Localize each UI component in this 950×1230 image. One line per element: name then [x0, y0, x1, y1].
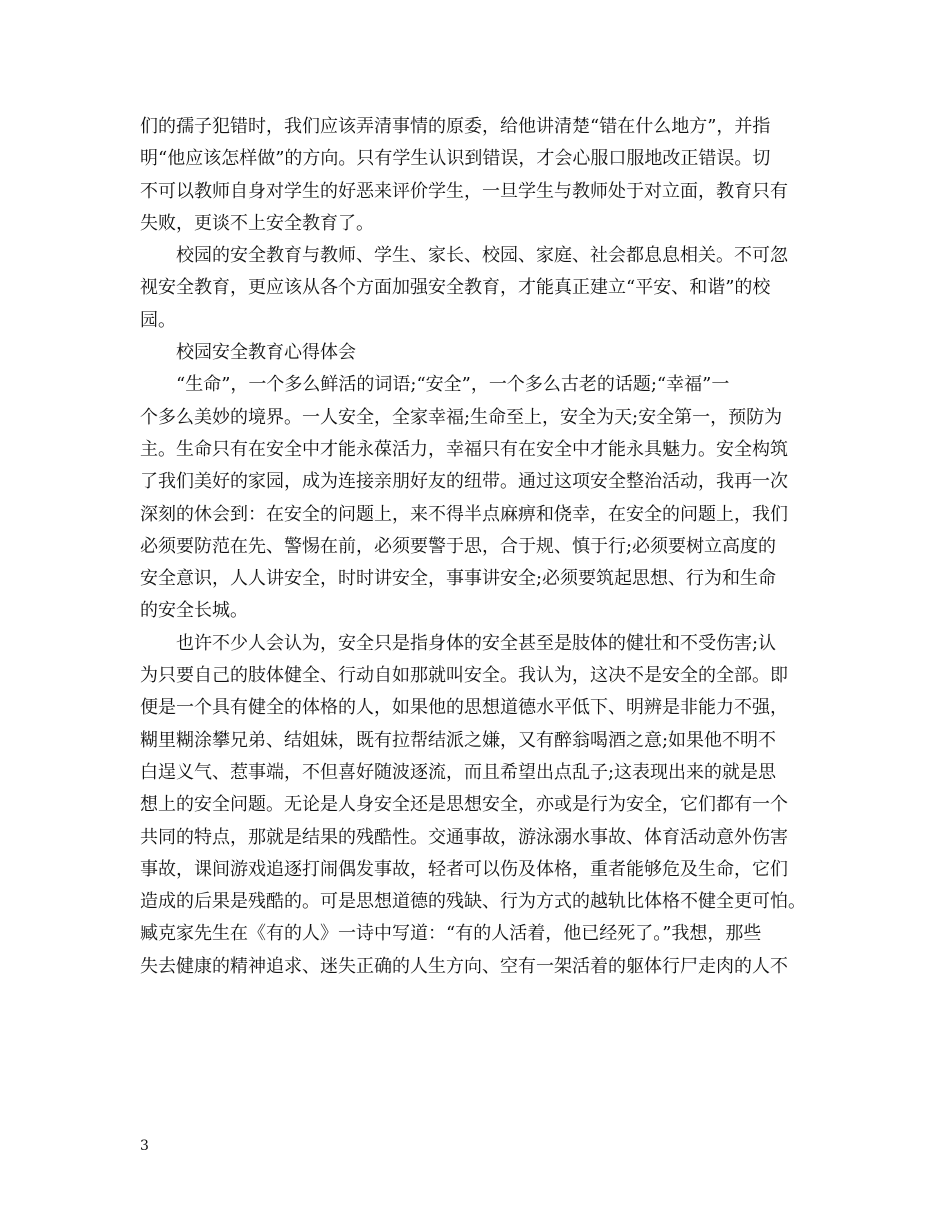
page-number: 3 [140, 1138, 149, 1154]
text-line: 个多么美妙的境界。一人安全，全家幸福;生命至上，安全为天;安全第一，预防为 [140, 406, 783, 428]
text-line: 想上的安全问题。无论是人身安全还是思想安全，亦或是行为安全，它们都有一个 [140, 794, 788, 816]
text-line: 园。 [140, 309, 176, 331]
text-line: 事故，课间游戏追逐打闹偶发事故，轻者可以伤及体格，重者能够危及生命，它们 [140, 858, 788, 880]
text-line: 失去健康的精神追求、迷失正确的人生方向、空有一架活着的躯体行尸走肉的人不 [140, 955, 788, 977]
text-line: 糊里糊涂攀兄弟、结姐妹，既有拉帮结派之嫌，又有醉翁喝酒之意;如果他不明不 [140, 729, 777, 751]
text-line: 白逞义气、惹事端，不但喜好随波逐流，而且希望出点乱子;这表现出来的就是思 [140, 761, 777, 783]
text-line: 深刻的休会到：在安全的问题上，来不得半点麻痹和侥幸，在安全的问题上，我们 [140, 503, 788, 525]
text-line: 校园的安全教育与教师、学生、家长、校园、家庭、社会都息息相关。不可忽 [176, 245, 788, 267]
text-line: “生命”，一个多么鲜活的词语;“安全”，一个多么古老的话题;“幸福”一 [176, 374, 730, 396]
text-line: 安全意识，人人讲安全，时时讲安全，事事讲安全;必须要筑起思想、行为和生命 [140, 568, 777, 590]
text-line: 了我们美好的家园，成为连接亲朋好友的纽带。通过这项安全整治活动，我再一次 [140, 471, 788, 493]
text-line: 必须要防范在先、警惕在前，必须要警于思，合于规、慎于行;必须要树立高度的 [140, 535, 777, 557]
text-line: 臧克家先生在《有的人》一诗中写道：“有的人活着，他已经死了。”我想，那些 [140, 923, 762, 945]
text-line: 共同的特点，那就是结果的残酷性。交通事故，游泳溺水事故、体育活动意外伤害 [140, 826, 788, 848]
text-line: 也许不少人会认为，安全只是指身体的安全甚至是肢体的健壮和不受伤害;认 [176, 632, 777, 654]
text-line: 主。生命只有在安全中才能永葆活力，幸福只有在安全中才能永具魅力。安全构筑 [140, 438, 788, 460]
text-line: 不可以教师自身对学生的好恶来评价学生，一旦学生与教师处于对立面，教育只有 [140, 180, 788, 202]
text-line: 们的孺子犯错时，我们应该弄清事情的原委，给他讲清楚“错在什么地方”，并指 [140, 116, 771, 137]
text-line: 造成的后果是残酷的。可是思想道德的残缺、行为方式的越轨比体格不健全更可怕。 [140, 891, 806, 913]
body-text [140, 111, 830, 983]
text-line: 便是一个具有健全的体格的人，如果他的思想道德水平低下、明辨是非能力不强， [140, 697, 788, 719]
text-line: 视安全教育，更应该从各个方面加强安全教育，才能真正建立“平安、和谐”的校 [140, 277, 771, 299]
text-line: 的安全长城。 [140, 600, 248, 622]
text-line: 校园安全教育心得体会 [176, 342, 356, 364]
text-line: 为只要自己的肢体健全、行动自如那就叫安全。我认为，这决不是安全的全部。即 [140, 665, 788, 687]
text-line: 失败，更谈不上安全教育了。 [140, 212, 374, 234]
text-line: 明“他应该怎样做”的方向。只有学生认识到错误，才会心服口服地改正错误。切 [140, 148, 771, 170]
